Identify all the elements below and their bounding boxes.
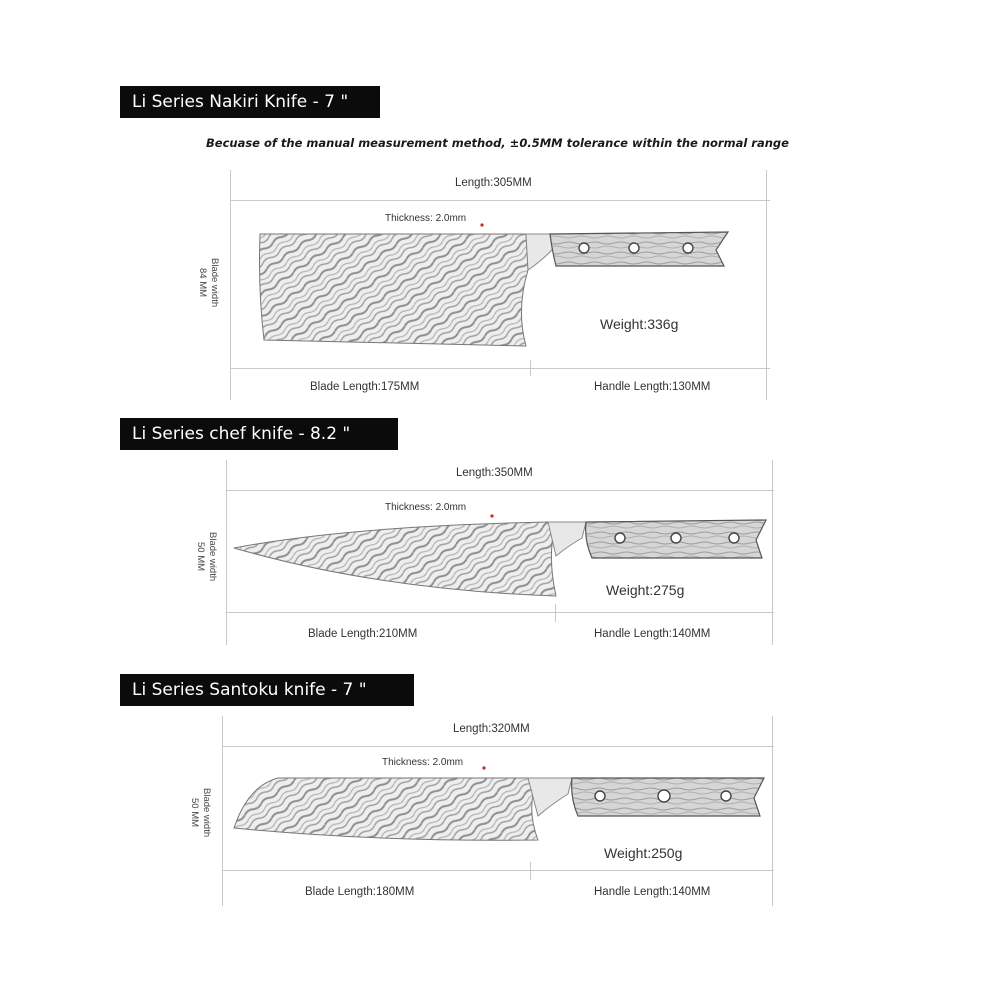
santoku-title-banner: Li Series Santoku knife - 7 " [120, 674, 414, 706]
nakiri-handle-length: Handle Length:130MM [594, 381, 711, 393]
nakiri-bottom-line [230, 368, 770, 369]
chef-length: Length:350MM [456, 467, 533, 479]
chef-blade-width-label: Blade width [207, 532, 218, 582]
santoku-bottom-line [222, 870, 774, 871]
nakiri-blade-handle-tick [530, 360, 531, 376]
nakiri-blade-width-label: Blade width [209, 258, 220, 308]
nakiri-blade-length: Blade Length:175MM [310, 381, 420, 393]
chef-bottom-line [226, 612, 774, 613]
nakiri-left-line [230, 170, 231, 400]
santoku-knife-illustration [228, 756, 768, 846]
chef-handle-length: Handle Length:140MM [594, 628, 711, 640]
chef-blade-handle-tick [555, 604, 556, 622]
chef-right-line [772, 460, 773, 645]
nakiri-length-line [230, 200, 770, 201]
santoku-thickness: Thickness: 2.0mm [382, 757, 464, 768]
tolerance-note: Becuase of the manual measurement method, ±0.5MM tolerance within the normal range [206, 136, 789, 150]
chef-weight: Weight:275g [606, 582, 685, 598]
santoku-length-line [222, 746, 774, 747]
chef-title-banner: Li Series chef knife - 8.2 " [120, 418, 398, 450]
chef-blade-width-value: 50 MM [195, 542, 206, 572]
santoku-blade-length: Blade Length:180MM [305, 886, 415, 898]
santoku-blade-width-label: Blade width [201, 788, 212, 838]
santoku-length: Length:320MM [453, 723, 530, 735]
santoku-blade-handle-tick [530, 862, 531, 880]
nakiri-title-banner: Li Series Nakiri Knife - 7 " [120, 86, 380, 118]
nakiri-knife-illustration [250, 210, 750, 350]
santoku-handle-length: Handle Length:140MM [594, 886, 711, 898]
santoku-blade-width-value: 50 MM [189, 798, 200, 828]
chef-blade-length: Blade Length:210MM [308, 628, 418, 640]
nakiri-thickness: Thickness: 2.0mm [385, 213, 467, 224]
chef-knife-illustration [230, 500, 770, 600]
nakiri-blade-width-value: 84 MM [197, 268, 208, 298]
nakiri-right-line [766, 170, 767, 400]
nakiri-length: Length:305MM [455, 177, 532, 189]
santoku-left-line [222, 716, 223, 906]
chef-left-line [226, 460, 227, 645]
chef-length-line [226, 490, 774, 491]
santoku-weight: Weight:250g [604, 845, 683, 861]
santoku-right-line [772, 716, 773, 906]
chef-thickness: Thickness: 2.0mm [385, 502, 467, 513]
nakiri-weight: Weight:336g [600, 316, 679, 332]
